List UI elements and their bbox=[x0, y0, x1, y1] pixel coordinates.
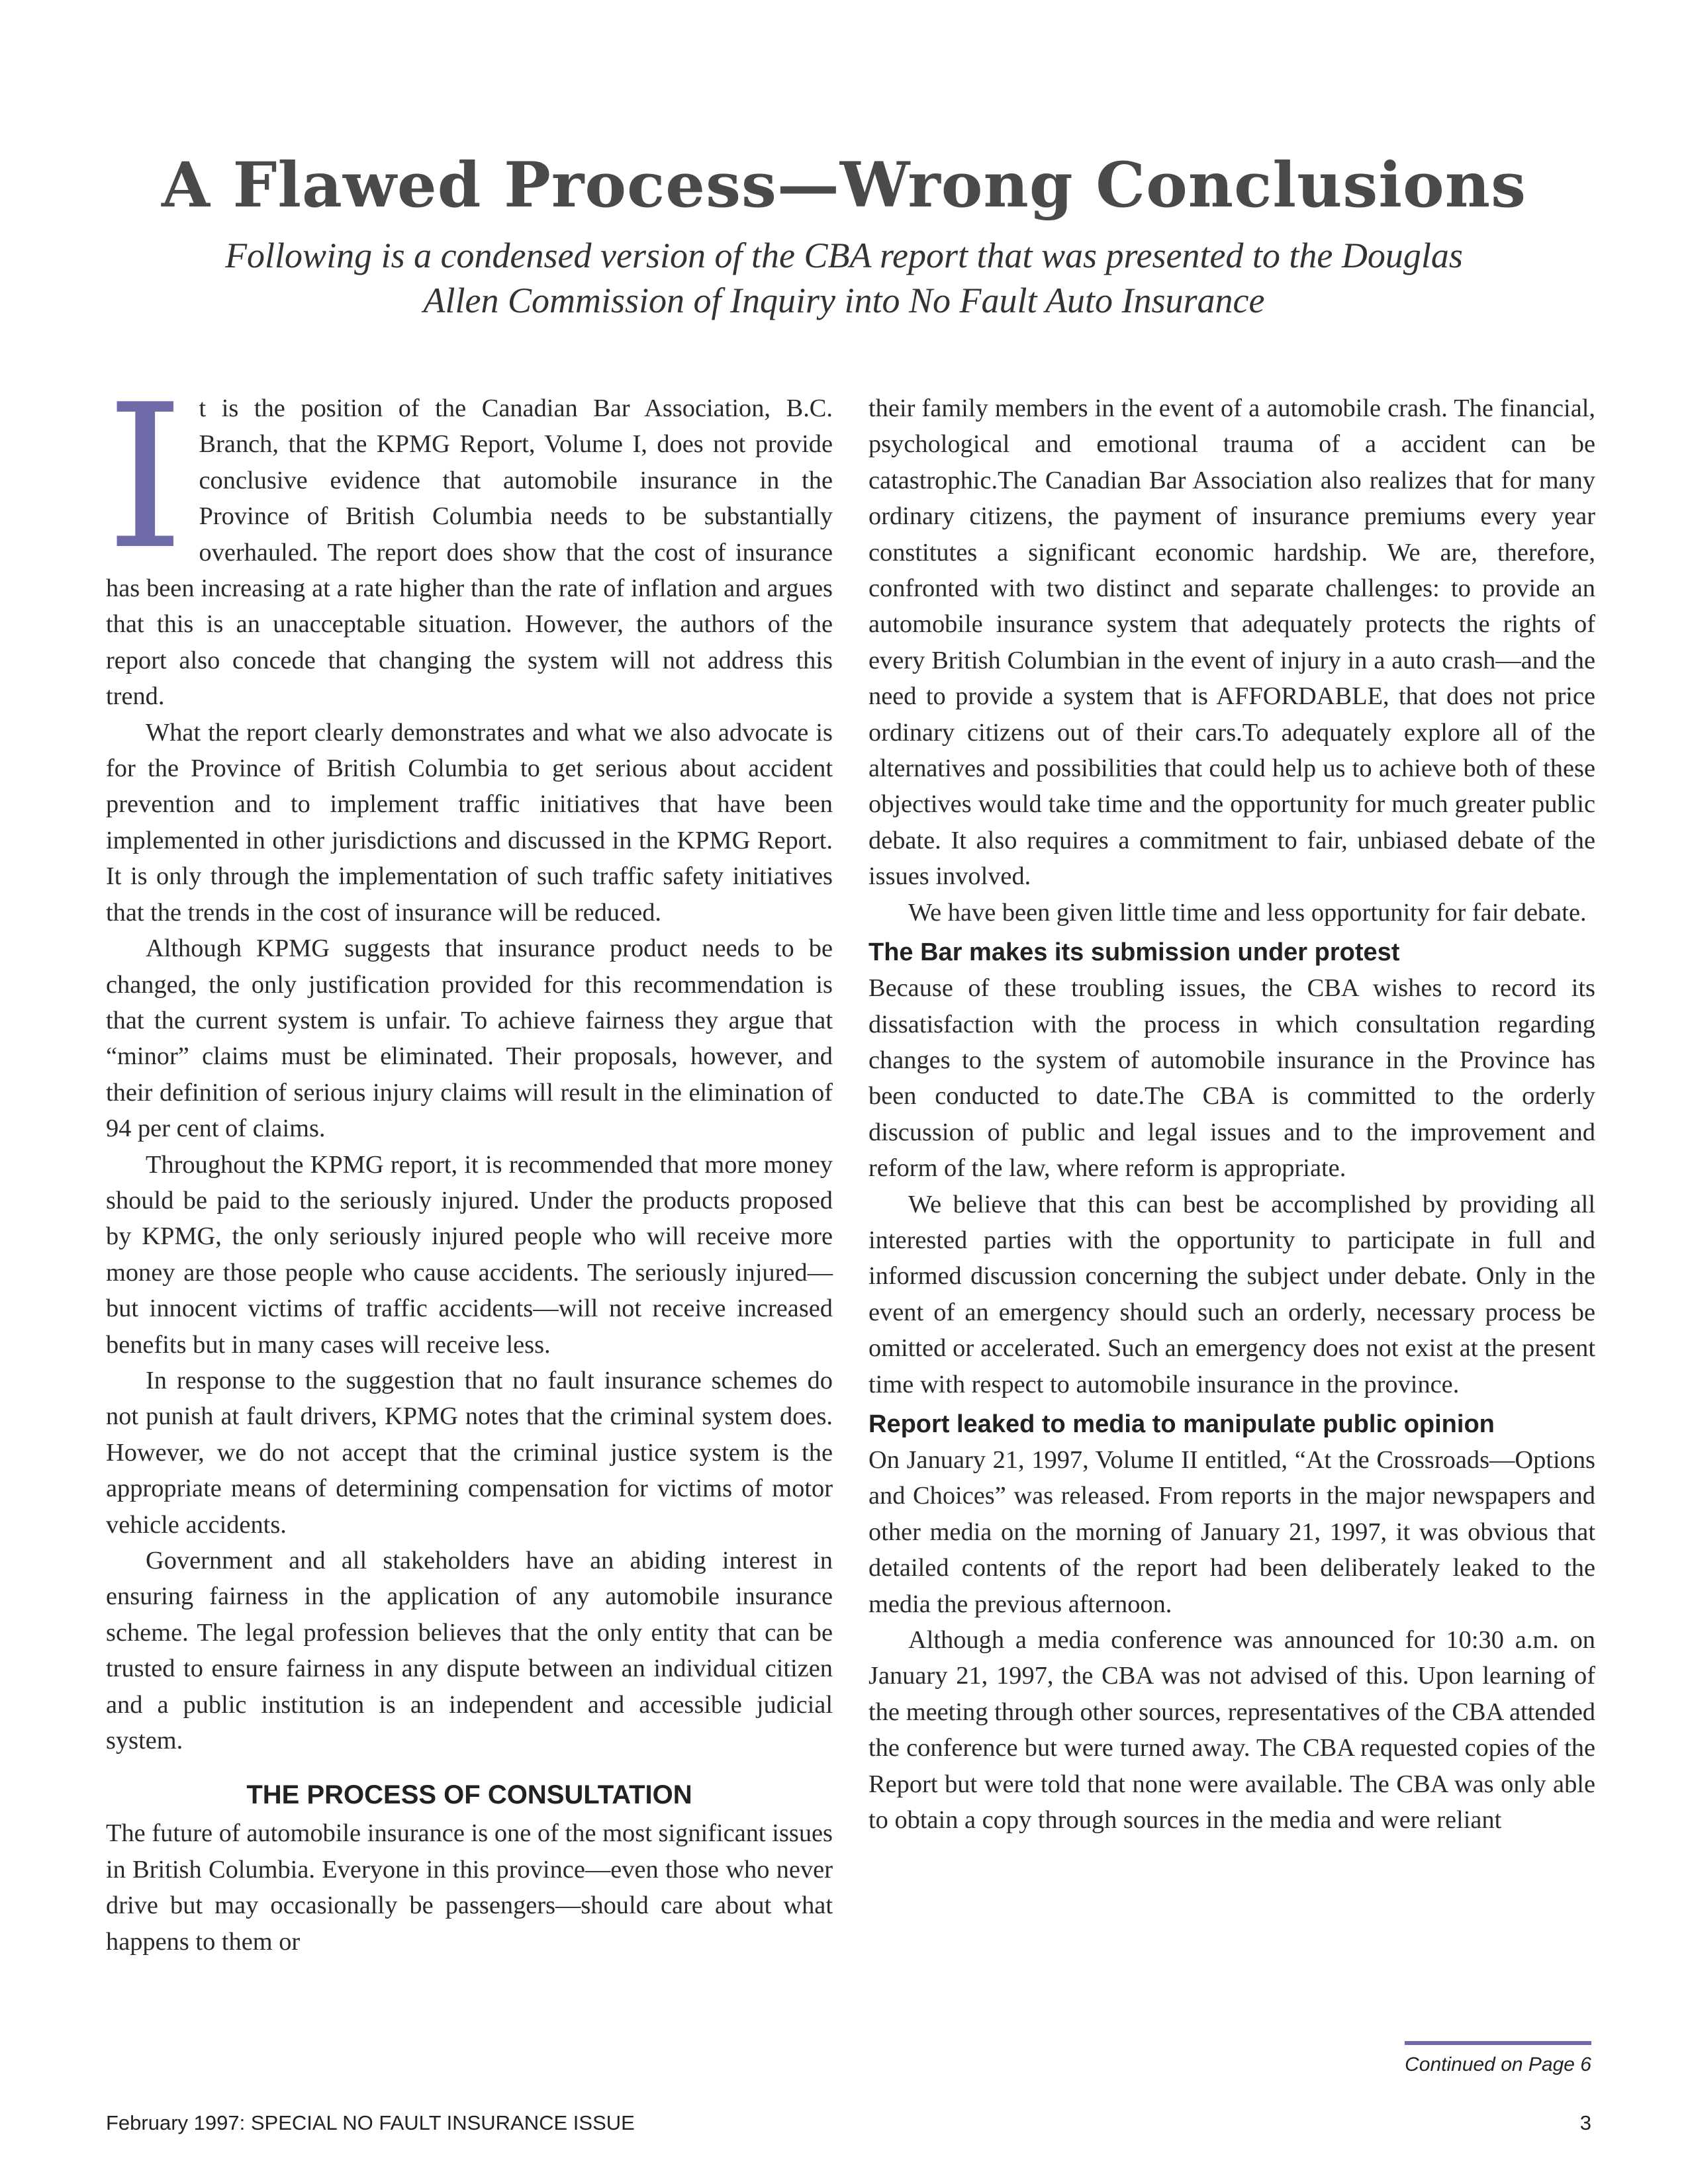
paragraph: Although a media conference was announced for 10:30 a.m. on January 21, 1997, the CBA was not advised of this. Upon learning of the meeting through other sources, representatives of the CBA attended the conference but were turned away. The CBA requested copies of the Report but were told that none were available. The CBA was only able to obtain a copy through sources in the media and were reliant bbox=[868, 1626, 1595, 1835]
paragraph: We have been given little time and less opportunity for fair debate. bbox=[908, 898, 1587, 927]
paragraph: Throughout the KPMG report, it is recommended that more money should be paid to the seriously injured. Under the products proposed by KPMG, the only seriously injured people who will receive more money are those people who cause accidents. The seriously injured—but innocent victims of traffic accidents—will not receive increased benefits but in many cases will receive less. bbox=[106, 1150, 833, 1359]
paragraph-intro bbox=[106, 362, 833, 715]
paragraph: Although KPMG suggests that insurance product needs to be changed, the only justification provided for this recommendation is that the current system is unfair. To achieve fairness they argue that “minor” claims must be eliminated. Their proposals, however, and their definition of serious injury claims will result in the elimination of 94 per cent of claims. bbox=[106, 934, 833, 1143]
paragraph: In response to the suggestion that no fault insurance schemes do not punish at fault drivers, KPMG notes that the criminal system does. However, we do not accept that the criminal justice system is the appropriate means of determining compensation for victims of motor vehicle accidents. bbox=[106, 1366, 833, 1539]
footer-issue: February 1997: SPECIAL NO FAULT INSURANCE ISSUE bbox=[106, 2111, 635, 2134]
paragraph: their family members in the event of a automobile crash. The financial, psychological and emotional trauma of a accident can be catastrophic.The Canadian Bar Association also realizes that for many ordinary citizens, the payment of insurance premiums every year constitutes a significant economic hardship. We are, therefore, confronted with two distinct and separate challenges: to provide an automobile insurance system that adequately protects the rights of every British Columbian in the event of injury in a auto crash—and the need to provide a system that is AFFORDABLE, that does not price ordinary citizens out of their cars.To adequately explore all of the alternatives and possibilities that could help us to achieve both of these objectives would take time and the opportunity for much greater public debate. It also requires a commitment to fair, unbiased debate of the issues involved. bbox=[868, 394, 1595, 891]
paragraph-intro-text: t is the position of the Canadian Bar Association, B.C. Branch, that the KPMG Report, Volume I, does not provide conclusive evidence that automobile insurance in the Province of British Columbia needs to be substantially overhauled. The report does show that the cost of insurance has been increasing at a rate higher than the rate of inflation and argues that this is an unacceptable situation. However, the authors of the report also concede that changing the system will not address this trend. bbox=[106, 394, 833, 711]
continued-link[interactable]: Continued on Page 6 bbox=[1405, 2054, 1591, 2075]
paragraph: The future of automobile insurance is one of the most significant issues in British Columbia. Everyone in this province—even those who never drive but may occasionally be passengers—should care about what happens to them or bbox=[106, 1819, 833, 1956]
section-heading-protest: The Bar makes its submission under protest bbox=[868, 938, 1400, 967]
left-column bbox=[106, 362, 833, 1960]
drop-cap: I bbox=[106, 362, 185, 593]
paragraph: We believe that this can best be accomplished by providing all interested parties with the opportunity to participate in full and informed discussion concerning the subject under debate. Only in the event of an emergency should such an orderly, necessary process be omitted or accelerated. Such an emergency does not exist at the present time with respect to automobile insurance in the province. bbox=[868, 1190, 1595, 1398]
paragraph: What the report clearly demonstrates and what we also advocate is for the Province of British Columbia to get serious about accident prevention and to implement traffic initiatives that have been implemented in other jurisdictions and discussed in the KPMG Report. It is only through the implementation of such traffic safety initiatives that the trends in the cost of insurance will be reduced. bbox=[106, 718, 833, 927]
page-number: 3 bbox=[1579, 2111, 1591, 2134]
paragraph: Because of these troubling issues, the CBA wishes to record its dissatisfaction with the process in which consultation regarding changes to the system of automobile insurance in the Province has been conducted to date.The CBA is committed to the orderly discussion of public and legal issues and to the improvement and reform of the law, where reform is appropriate. bbox=[868, 974, 1595, 1183]
article-subtitle: Following is a condensed version of the CBA report that was presented to the Douglas Allen Commission of Inquiry into No Fault Auto Insurance bbox=[225, 236, 1463, 320]
right-column bbox=[868, 390, 1595, 1838]
paragraph: Government and all stakeholders have an abiding interest in ensuring fairness in the application of any automobile insurance scheme. The legal profession believes that the only entity that can be trusted to ensure fairness in any dispute between an individual citizen and a public institution is an independent and accessible judicial system. bbox=[106, 1547, 833, 1755]
continued-divider bbox=[1405, 2041, 1591, 2045]
section-heading-leaked: Report leaked to media to manipulate public opinion bbox=[868, 1410, 1495, 1438]
section-heading-consultation: THE PROCESS OF CONSULTATION bbox=[246, 1780, 692, 1810]
article-title: A Flawed Process—Wrong Conclusions bbox=[161, 149, 1527, 222]
paragraph: On January 21, 1997, Volume II entitled, “At the Crossroads—Options and Choices” was released. From reports in the major newspapers and other media on the morning of January 21, 1997, it was obvious that detailed contents of the report had been deliberately leaked to the media the previous afternoon. bbox=[868, 1445, 1595, 1618]
